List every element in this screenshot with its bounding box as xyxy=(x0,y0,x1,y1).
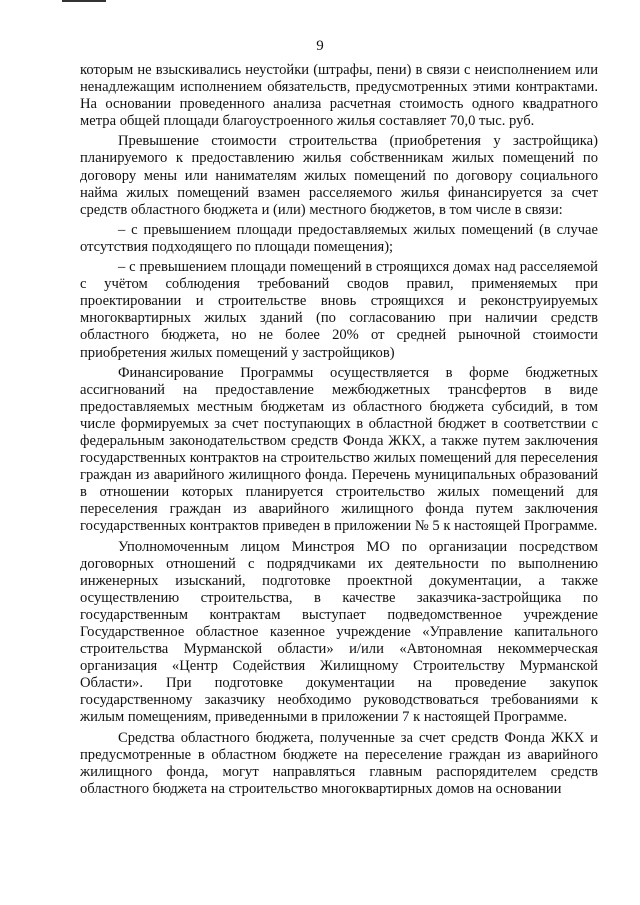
scan-edge-mark xyxy=(62,0,106,2)
paragraph-cost-excess: Превышение стоимости строительства (приобретения у застройщика) планируемого к предоставлению жилья собственникам жилых помещений по договору мены или нанимателям жилых помещений по договору социального найма жилых помещений взамен расселяемого жилья финансируется за счет средств областного бюджета и (или) местного бюджетов, в том числе в связи: xyxy=(80,133,598,218)
paragraph-regional-budget-funds: Средства областного бюджета, полученные за счет средств Фонда ЖКХ и предусмотренные в областном бюджете на переселение граждан из аварийного жилищного фонда, могут направляться главным распорядителем средств областного бюджета на строительство многоквартирных домов на основании xyxy=(80,729,598,797)
paragraph-authorized-person: Уполномоченным лицом Минстроя МО по организации посредством договорных отношений с подрядчиками их деятельности по выполнению инженерных изысканий, подготовке проектной документации, а также осуществлению строительства, в качестве заказчика-застройщика по государственным контрактам выступает подведомственное учреждение Государственное областное казенное учреждение «Управление капитального строительства Мурманской области» и/или «Автономная некоммерческая организация «Центр Содействия Жилищному Строительству Мурманской Области». При подготовке документации на проведение закупок государственному заказчику необходимо руководствоваться требованиями к жилым помещениям, приведенными в приложении 7 к настоящей Программе. xyxy=(80,538,598,726)
paragraph-contract-cost: которым не взыскивались неустойки (штрафы, пени) в связи с неисполнением или ненадлежащим исполнением обязательств, предусмотренных этими контрактами. На основании проведенного анализа расчетная стоимость одного квадратного метра общей площади благоустроенного жилья составляет 70,0 тыс. руб. xyxy=(80,62,598,130)
paragraph-program-financing: Финансирование Программы осуществляется в форме бюджетных ассигнований на предоставление межбюджетных трансфертов в виде предоставляемых местным бюджетам из областного бюджета субсидий, в том числе формируемых за счет поступающих в областной бюджет в соответствии с федеральным законодательством средств Фонда ЖКХ, а также путем заключения государственных контрактов на строительство жилых помещений для переселения граждан из аварийного жилищного фонда. Перечень муниципальных образований в отношении которых планируется строительство жилых помещений для переселения граждан из аварийного жилищного фонда путем заключения государственных контрактов приведен в приложении № 5 к настоящей Программе. xyxy=(80,364,598,535)
list-item-area-excess: – с превышением площади предоставляемых жилых помещений (в случае отсутствия подходящего по площади помещения); xyxy=(80,221,598,255)
page-number: 9 xyxy=(316,38,324,54)
document-body xyxy=(80,62,598,801)
list-item-construction-excess: – с превышением площади помещений в строящихся домах над расселяемой с учётом соблюдения требований сводов правил, применяемых при проектировании и строительстве вновь строящихся и реконструируемых многоквартирных жилых зданий (по согласованию при наличии средств областного бюджета, но не более 20% от средней рыночной стоимости приобретения жилых помещений у застройщиков) xyxy=(80,259,598,361)
